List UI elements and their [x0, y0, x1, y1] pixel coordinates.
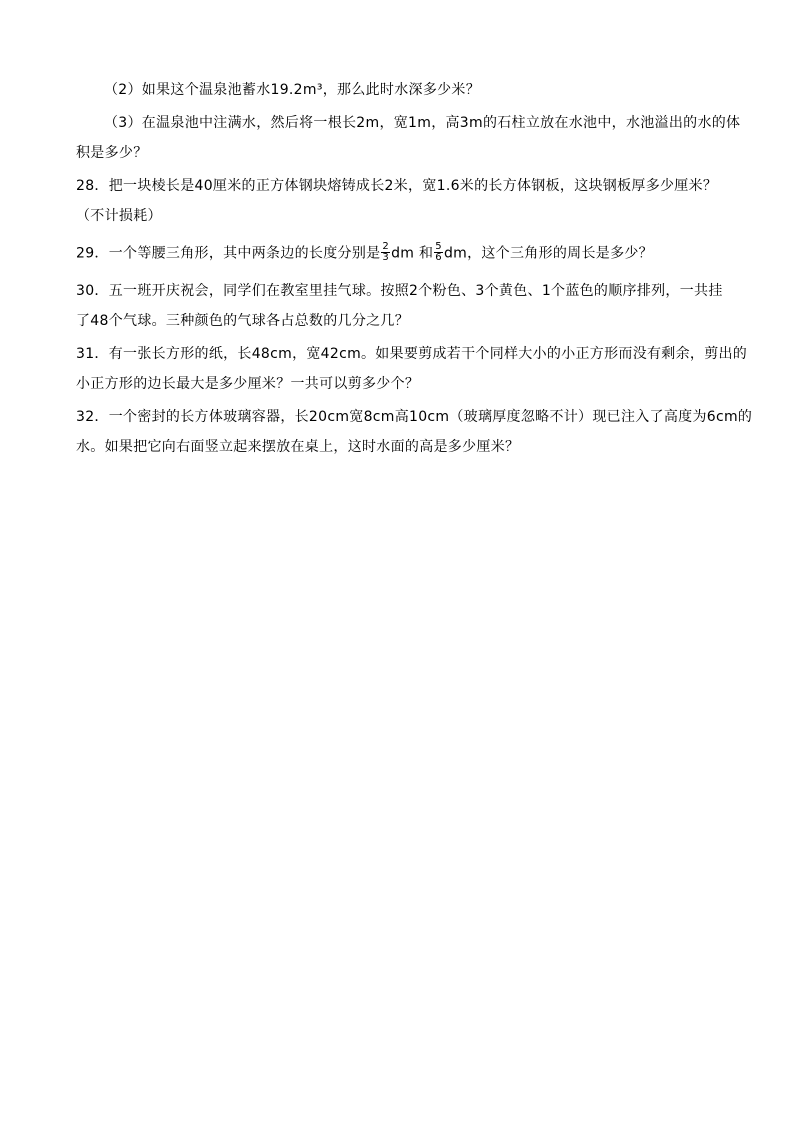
problem-31-line-2: 小正方形的边长最大是多少厘米？一共可以剪多少个？: [76, 376, 420, 392]
problem-27-part-3-line-2: 积是多少？: [76, 145, 148, 161]
problem-29-prefix: 29．一个等腰三角形，其中两条边的长度分别是: [76, 245, 381, 262]
fraction-denominator: 3: [382, 252, 390, 263]
problem-28-line-2: （不计损耗）: [76, 208, 162, 224]
problem-32-line-2: 水。如果把它向右面竖立起来摆放在桌上，这时水面的高是多少厘米？: [76, 439, 520, 455]
problem-30-line-1: 30．五一班开庆祝会，同学们在教室里挂气球。按照2个粉色、3个黄色、1个蓝色的顺序排列，一共挂: [76, 283, 723, 299]
problem-30-line-2: 了48个气球。三种颜色的气球各占总数的几分之几？: [76, 313, 410, 329]
problem-31-line-1: 31．有一张长方形的纸，长48cm，宽42cm。如果要剪成若干个同样大小的小正方形而没有剩余，剪出的: [76, 346, 748, 362]
problem-29-mid: dm 和: [391, 245, 434, 262]
problem-27-part-3-line-1: （3）在温泉池中注满水，然后将一根长2m，宽1m，高3m的石柱立放在水池中，水池溢出的水的体: [104, 115, 741, 131]
problem-29: [76, 243, 653, 264]
problem-28-line-1: 28．把一块棱长是40厘米的正方体钢块熔铸成长2米，宽1.6米的长方体钢板，这块钢板厚多少厘米？: [76, 178, 718, 194]
fraction-five-sixths: [434, 242, 443, 263]
problem-29-suffix: dm，这个三角形的周长是多少？: [443, 245, 653, 262]
fraction-denominator: 6: [435, 252, 442, 263]
fraction-numerator: 5: [435, 241, 442, 252]
fraction-two-thirds: [381, 242, 390, 263]
problem-32-line-1: 32．一个密封的长方体玻璃容器，长20cm宽8cm高10cm（玻璃厚度忽略不计）现已注入了高度为6cm的: [76, 409, 753, 425]
fraction-numerator: 2: [382, 241, 390, 252]
problem-27-part-2: （2）如果这个温泉池蓄水19.2m³，那么此时水深多少米？: [104, 82, 481, 98]
